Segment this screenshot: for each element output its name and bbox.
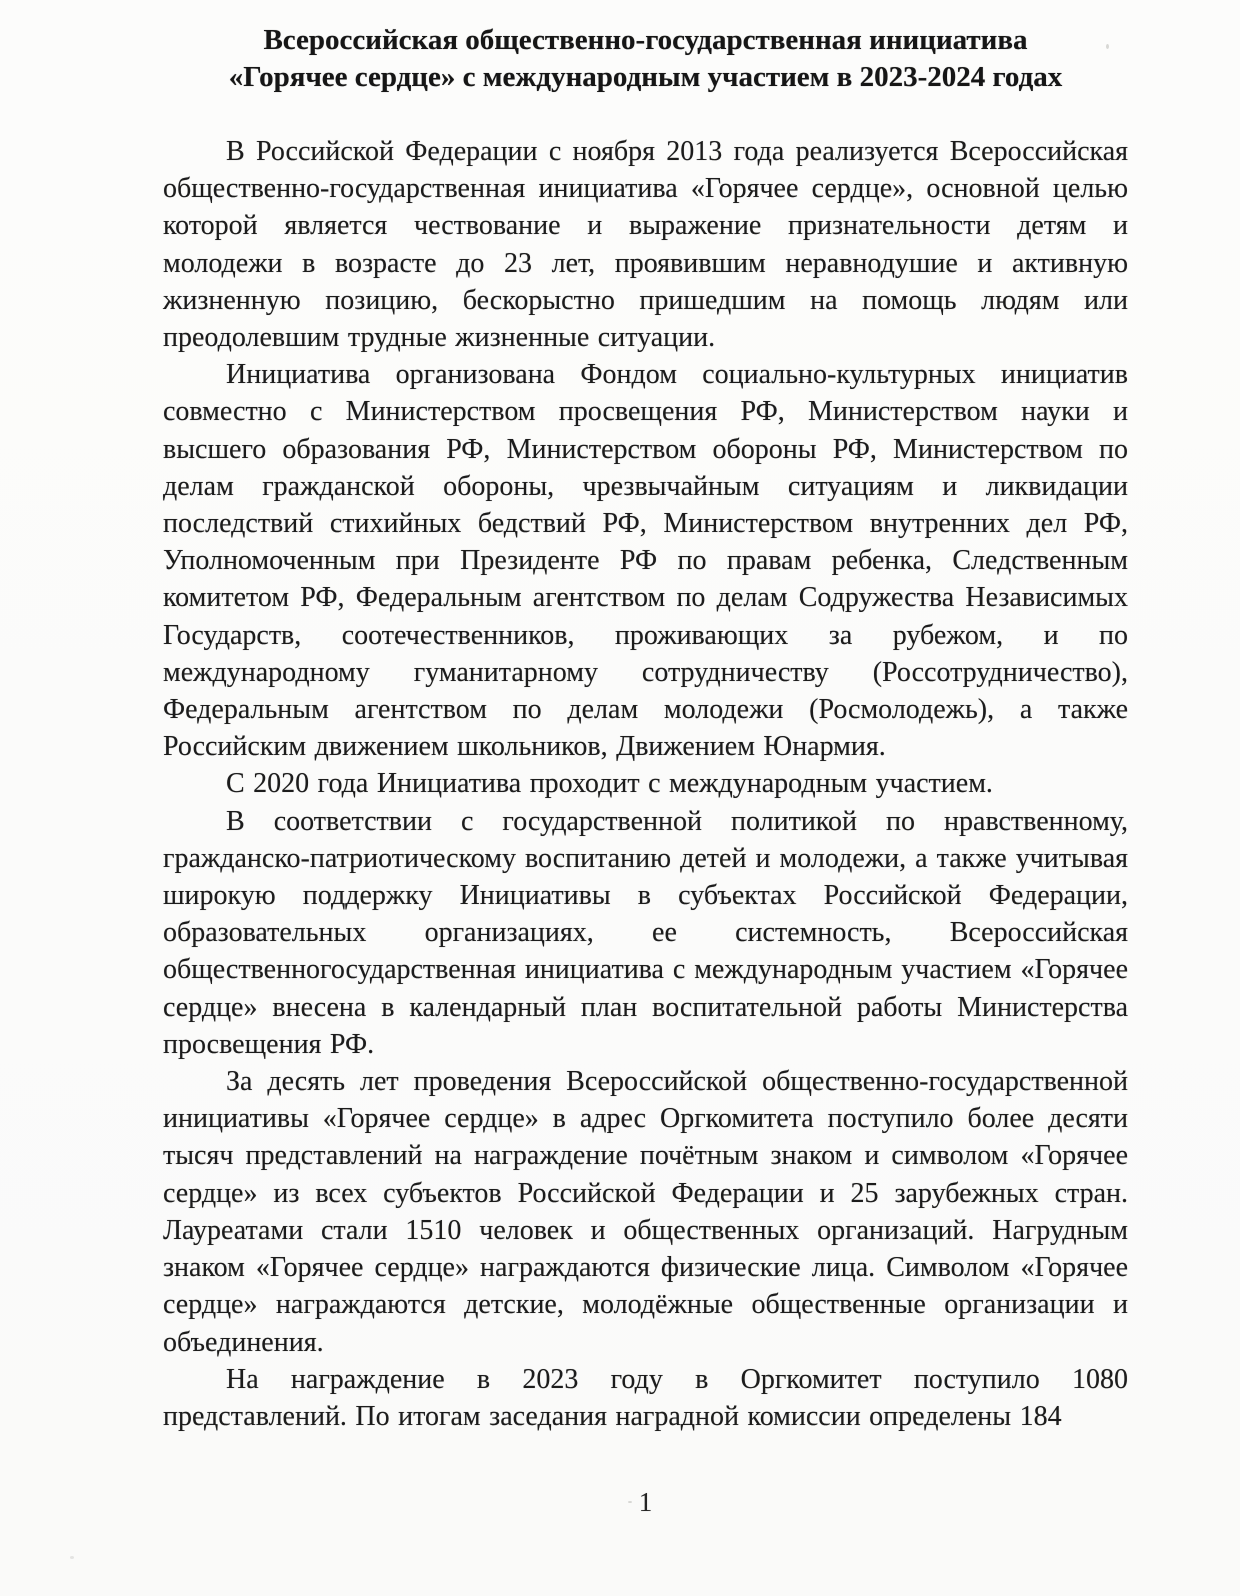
title-line-2: «Горячее сердце» с международным участием в 2023-2024 годах: [228, 61, 1063, 93]
paragraph-ten-years: За десять лет проведения Всероссийской общественно-государственной инициативы «Горячее сердце» в адрес Оргкомитета поступило более десяти тысяч представлений на награждение почётным знаком и символом «Горячее сердце» из всех субъектов Российской Федерации и 25 зарубежных стран. Лауреатами стали 1510 человек и общественных организаций. Нагрудным знаком «Горячее сердце» награждаются физические лица. Символом «Горячее сердце» награждаются детские, молодёжные общественные организации и объединения.: [163, 1066, 1128, 1358]
paragraph-policy: В соответствии с государственной политикой по нравственному, гражданско-патриотическому воспитанию детей и молодежи, а также учитывая широкую поддержку Инициативы в субъектах Российской Федерации, образовательных организациях, ее системность, Всероссийская общественногосударственная инициатива с международным участием «Горячее сердце» внесена в календарный план воспитательной работы Министерства просвещения РФ.: [163, 805, 1128, 1060]
page-number: 1: [638, 1487, 653, 1517]
paragraph-intro: В Российской Федерации с ноября 2013 года реализуется Всероссийская общественно-государственная инициатива «Горячее сердце», основной целью которой является чествование и выражение признательности детям и молодежи в возрасте до 23 лет, проявившим неравнодушие и активную жизненную позицию, бескорыстно пришедшим на помощь людям или преодолевшим трудные жизненные ситуации.: [163, 136, 1128, 354]
paragraph-organizers: Инициатива организована Фондом социально-культурных инициатив совместно с Министерством просвещения РФ, Министерством науки и высшего образования РФ, Министерством обороны РФ, Министерством по делам гражданской обороны, чрезвычайным ситуациям и ликвидации последствий стихийных бедствий РФ, Министерством внутренних дел РФ, Уполномоченным при Президенте РФ по правам ребенка, Следственным комитетом РФ, Федеральным агентством по делам Содружества Независимых Государств, соотечественников, проживающих за рубежом, и по международному гуманитарному сотрудничеству (Россотрудничество), Федеральным агентством по делам молодежи (Росмолодежь), а также Российским движением школьников, Движением Юнармия.: [163, 359, 1128, 763]
document-content: [163, 0, 1128, 1435]
document-body: [163, 133, 1128, 1435]
document-title: [163, 22, 1128, 96]
scan-speck: [1106, 44, 1109, 49]
scan-speck: [628, 1501, 632, 1503]
scan-speck: [70, 1556, 74, 1559]
paragraph-2023-awards: На награждение в 2023 году в Оргкомитет поступило 1080 представлений. По итогам заседания наградной комиссии определены 184: [163, 1363, 1128, 1432]
paragraph-international: С 2020 года Инициатива проходит с международным участием.: [226, 768, 993, 800]
title-line-1: Всероссийская общественно-государственная инициатива: [263, 24, 1028, 56]
